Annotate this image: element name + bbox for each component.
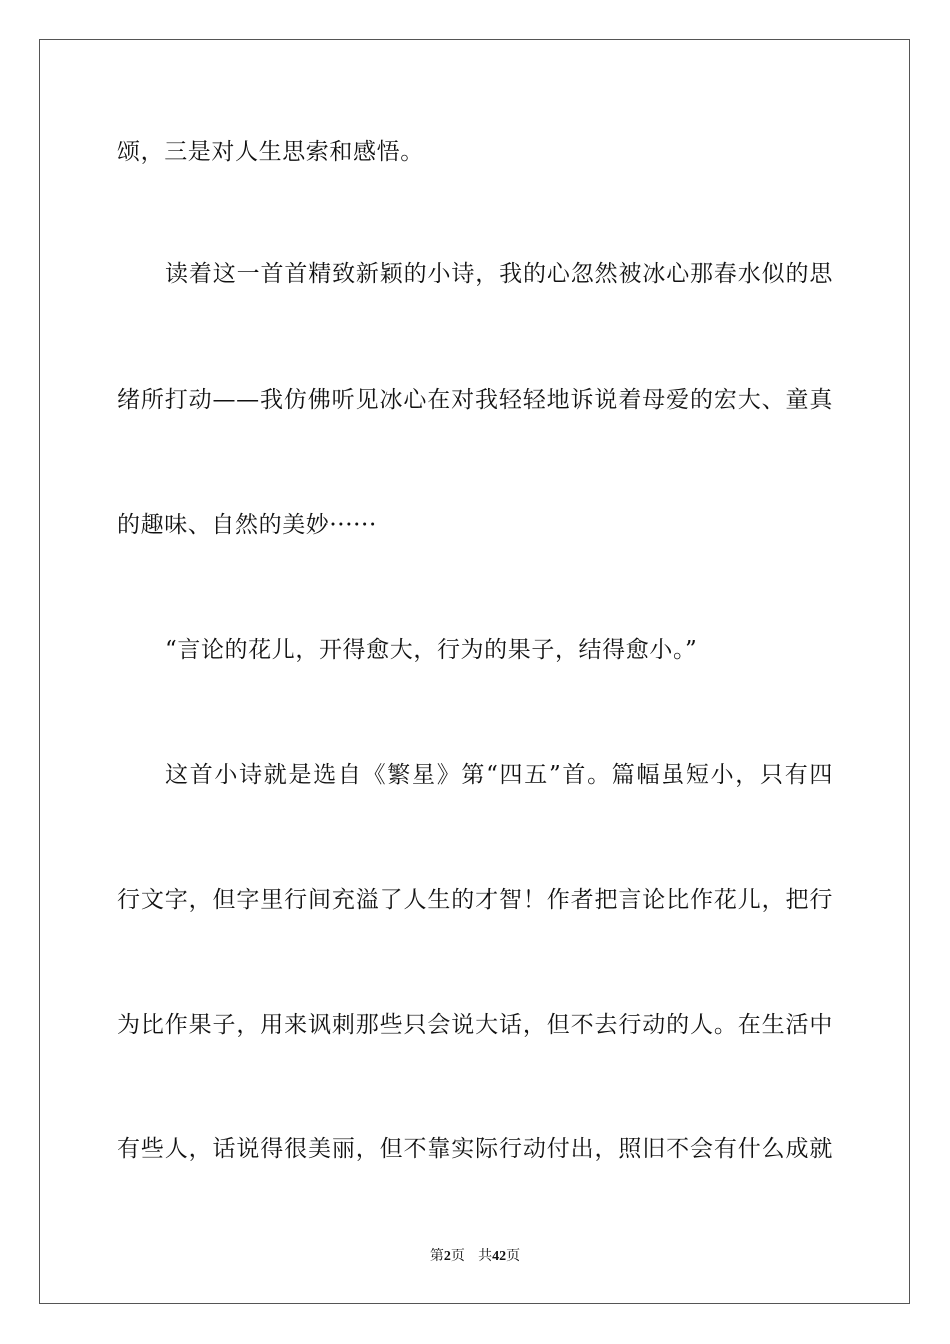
text-line-8: 为比作果子，用来讽刺那些只会说大话，但不去行动的人。在生活中 — [117, 1012, 833, 1038]
text-line-1: 颂，三是对人生思索和感悟。 — [117, 139, 424, 165]
footer-total-prefix: 共 — [478, 1248, 493, 1264]
footer-gap — [465, 1248, 478, 1264]
footer-total-number: 42 — [492, 1249, 507, 1264]
quote-line: “言论的花儿，开得愈大，行为的果子，结得愈小。” — [165, 637, 698, 663]
footer-total-suffix: 页 — [506, 1248, 521, 1264]
text-line-4: 的趣味、自然的美妙······ — [117, 512, 377, 538]
footer-page-prefix: 第 — [429, 1248, 444, 1264]
page-footer — [0, 1247, 950, 1266]
text-line-7: 行文字，但字里行间充溢了人生的才智！作者把言论比作花儿，把行 — [117, 887, 833, 913]
page-border — [39, 39, 910, 1304]
footer-page-suffix: 页 — [450, 1248, 465, 1264]
footer-page-number: 2 — [443, 1249, 451, 1264]
text-line-6: 这首小诗就是选自《繁星》第“四五”首。篇幅虽短小，只有四 — [165, 762, 833, 788]
text-line-3: 绪所打动——我仿佛听见冰心在对我轻轻地诉说着母爱的宏大、童真 — [117, 387, 833, 413]
text-line-9: 有些人，话说得很美丽，但不靠实际行动付出，照旧不会有什么成就 — [117, 1136, 833, 1162]
text-line-2: 读着这一首首精致新颖的小诗，我的心忽然被冰心那春水似的思 — [165, 261, 833, 287]
